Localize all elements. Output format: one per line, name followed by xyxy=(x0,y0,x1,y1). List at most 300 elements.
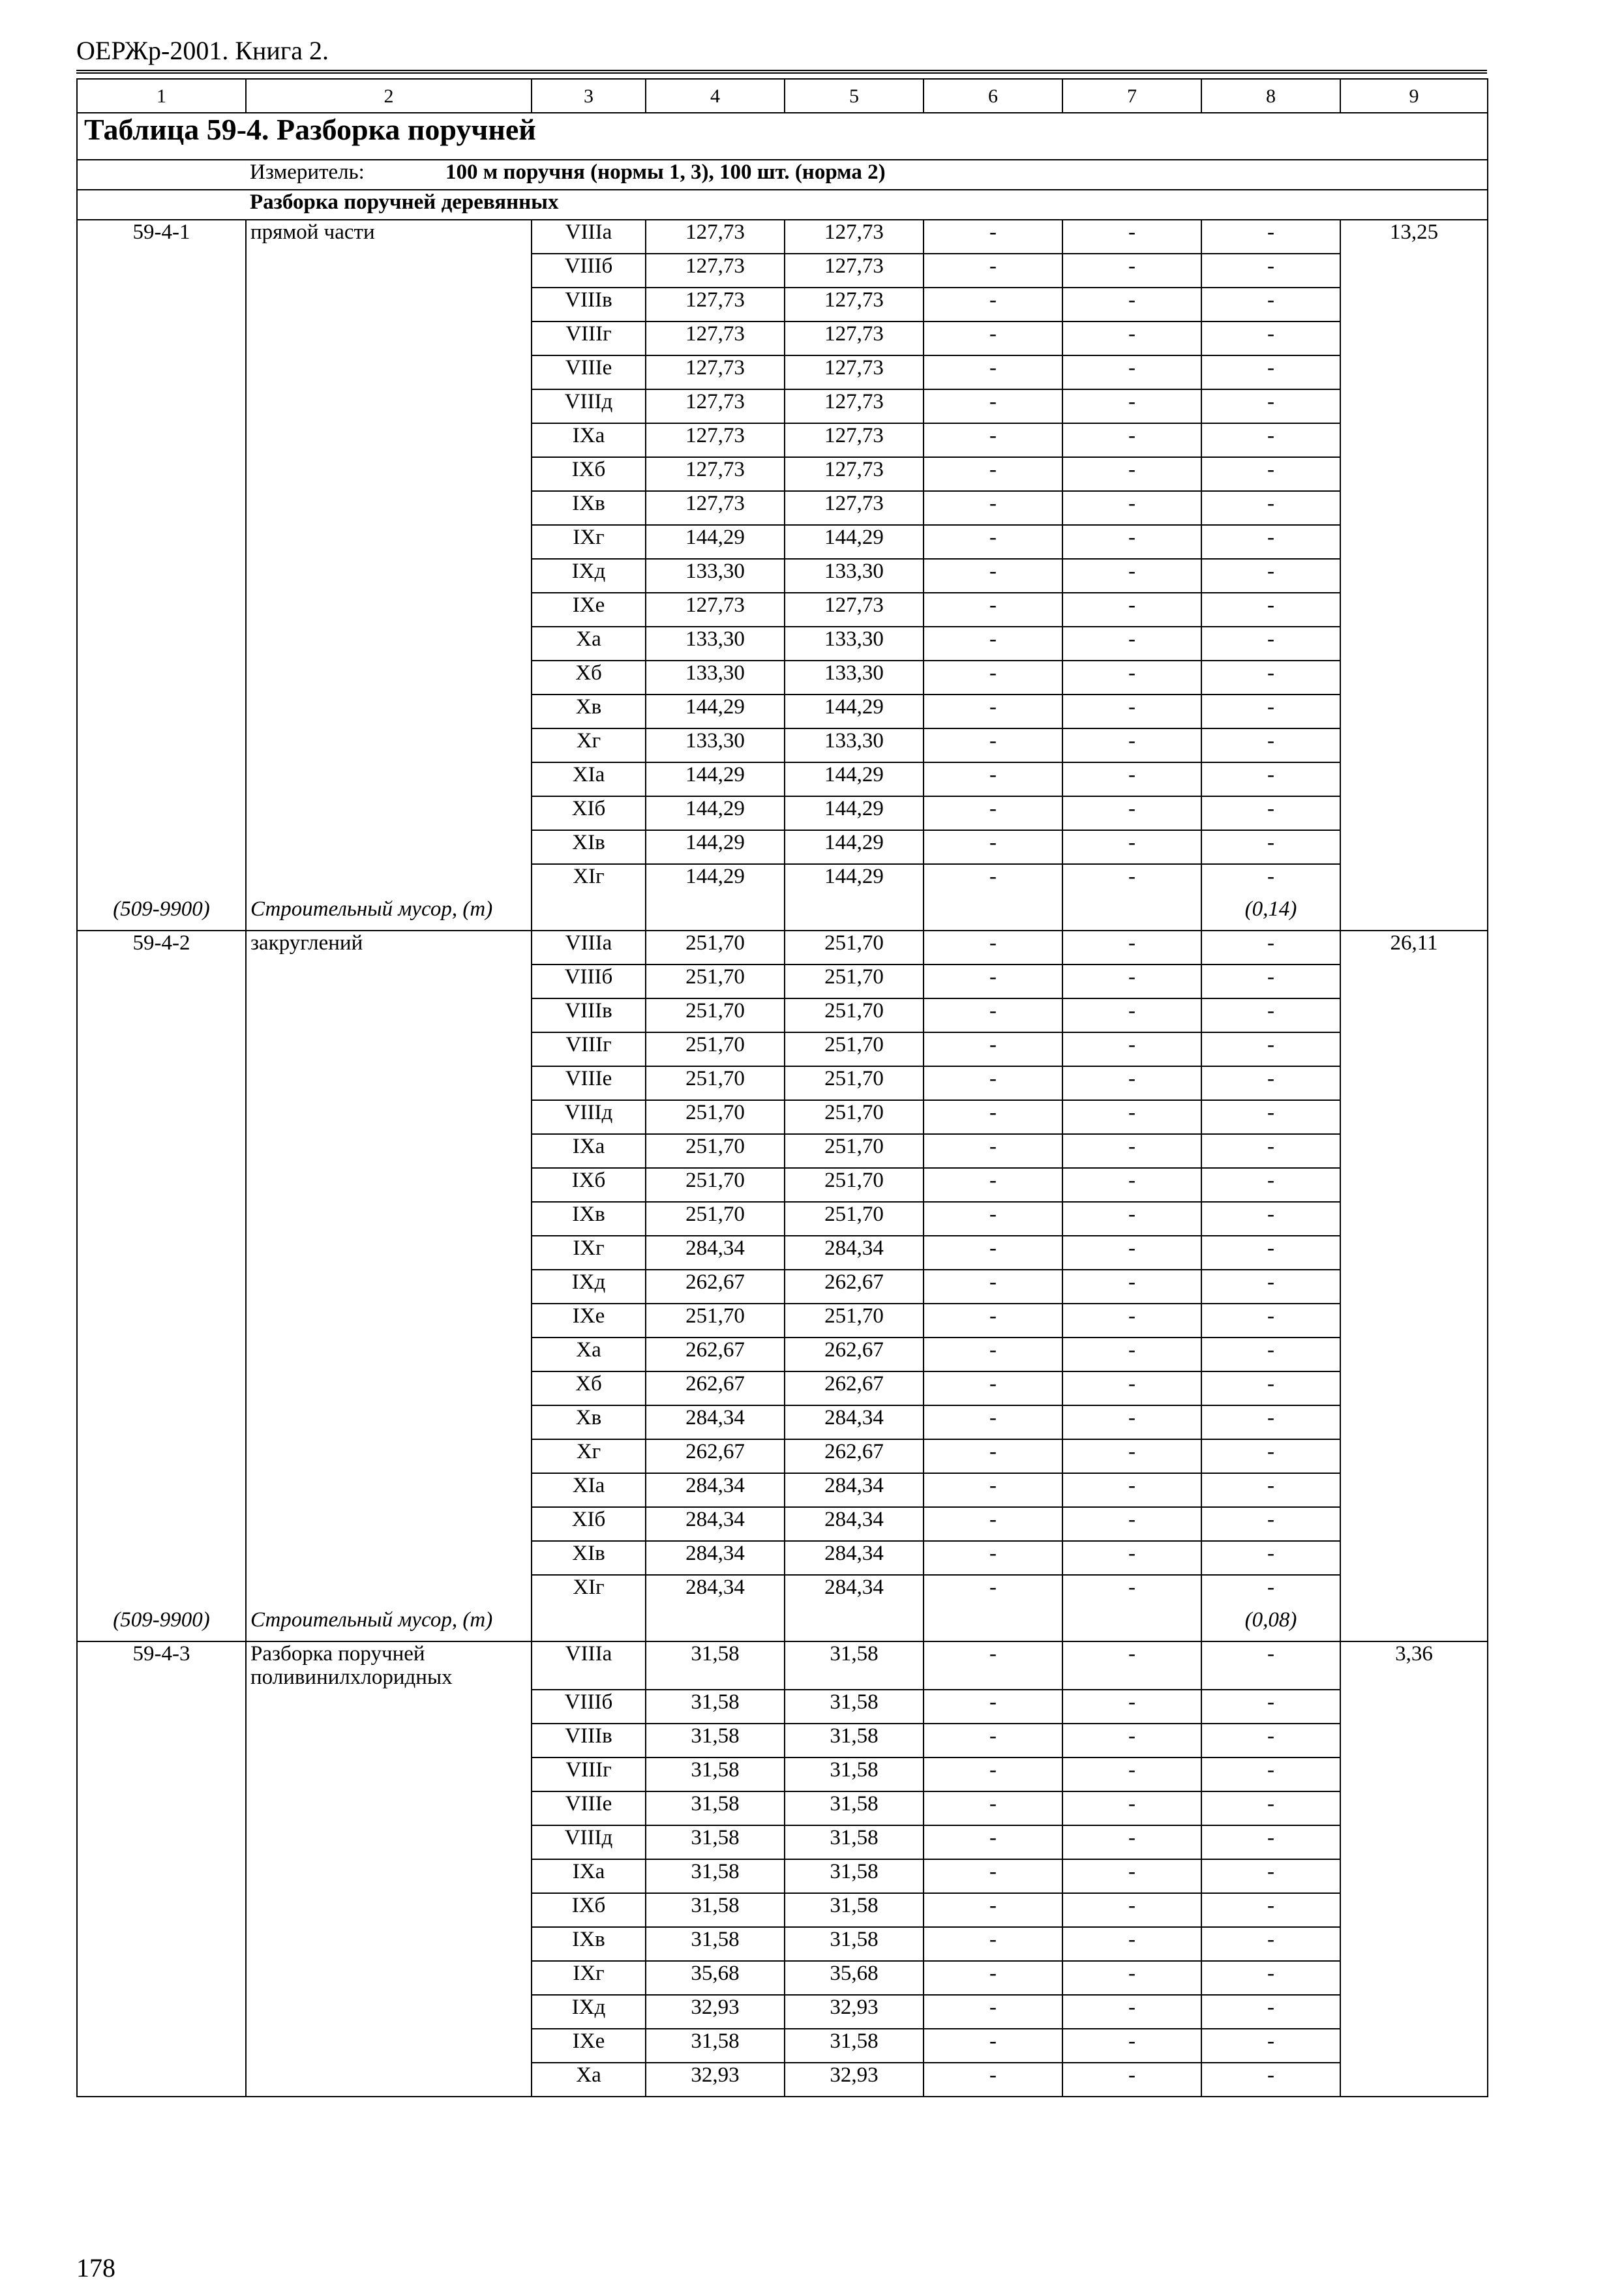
table-row xyxy=(77,1168,1488,1202)
zone-code: IXб xyxy=(532,457,646,491)
value-cell: - xyxy=(924,728,1062,762)
table-row xyxy=(77,1236,1488,1270)
total-value xyxy=(1340,2063,1488,2097)
zone-code: VIIIe xyxy=(532,1791,646,1825)
value-cell: 251,70 xyxy=(785,1066,924,1100)
value-cell: - xyxy=(924,1541,1062,1575)
norm-code xyxy=(77,1473,246,1507)
norm-name xyxy=(246,965,532,998)
value-cell: - xyxy=(1201,627,1340,661)
value-cell: - xyxy=(1201,322,1340,355)
value-cell: 127,73 xyxy=(646,491,785,525)
value-cell: - xyxy=(924,389,1062,423)
table-row xyxy=(77,2063,1488,2097)
zone-code: Xб xyxy=(532,661,646,695)
value-cell: - xyxy=(924,1893,1062,1927)
value-cell: 251,70 xyxy=(646,931,785,965)
empty-cell xyxy=(785,1608,924,1641)
value-cell: 262,67 xyxy=(785,1371,924,1405)
value-cell: - xyxy=(1201,559,1340,593)
norm-code xyxy=(77,1825,246,1859)
value-cell: 31,58 xyxy=(785,1641,924,1690)
norm-name xyxy=(246,457,532,491)
value-cell: - xyxy=(1201,1270,1340,1304)
value-cell: - xyxy=(1201,1893,1340,1927)
value-cell: - xyxy=(924,1168,1062,1202)
value-cell: - xyxy=(1201,423,1340,457)
value-cell: - xyxy=(1201,1066,1340,1100)
value-cell: - xyxy=(1201,1168,1340,1202)
meter-value: 100 м поручня (нормы 1, 3), 100 шт. (норма 2) xyxy=(445,160,886,184)
value-cell: - xyxy=(1201,1473,1340,1507)
value-cell: 251,70 xyxy=(646,998,785,1032)
zone-code: Xв xyxy=(532,695,646,728)
value-cell: 31,58 xyxy=(646,1825,785,1859)
total-value xyxy=(1340,1724,1488,1758)
table-row xyxy=(77,1100,1488,1134)
empty-cell xyxy=(646,897,785,931)
value-cell: - xyxy=(1201,389,1340,423)
value-cell: 251,70 xyxy=(785,1134,924,1168)
zone-code: IXe xyxy=(532,593,646,627)
value-cell: 127,73 xyxy=(785,491,924,525)
value-cell: - xyxy=(1062,1507,1201,1541)
norm-name xyxy=(246,1405,532,1439)
value-cell: - xyxy=(1201,1859,1340,1893)
zone-code: VIIIб xyxy=(532,254,646,288)
value-cell: 133,30 xyxy=(785,559,924,593)
document-header: ОЕРЖр-2001. Книга 2. xyxy=(76,36,329,65)
value-cell: 284,34 xyxy=(785,1507,924,1541)
zone-code: XIг xyxy=(532,1575,646,1608)
value-cell: - xyxy=(1201,864,1340,897)
value-cell: 284,34 xyxy=(646,1473,785,1507)
value-cell: - xyxy=(1201,931,1340,965)
total-value: 3,36 xyxy=(1340,1641,1488,1690)
value-cell: 31,58 xyxy=(785,1927,924,1961)
value-cell: 284,34 xyxy=(785,1405,924,1439)
value-cell: - xyxy=(1062,2029,1201,2063)
value-cell: 284,34 xyxy=(646,1236,785,1270)
column-number: 2 xyxy=(246,79,532,113)
empty-cell xyxy=(532,1608,646,1641)
value-cell: - xyxy=(1201,965,1340,998)
norm-code xyxy=(77,1270,246,1304)
value-cell: 31,58 xyxy=(785,1690,924,1724)
total-value xyxy=(1340,796,1488,830)
material-quantity: (0,14) xyxy=(1201,897,1340,931)
material-row xyxy=(77,897,1488,931)
total-value xyxy=(1340,1405,1488,1439)
value-cell: - xyxy=(1062,2063,1201,2097)
norm-name xyxy=(246,1032,532,1066)
value-cell: 31,58 xyxy=(785,1859,924,1893)
value-cell: - xyxy=(1201,457,1340,491)
value-cell: - xyxy=(924,1371,1062,1405)
page-number: 178 xyxy=(76,2253,115,2282)
value-cell: - xyxy=(1062,423,1201,457)
column-number-row xyxy=(77,79,1488,113)
value-cell: - xyxy=(1201,1791,1340,1825)
empty-cell xyxy=(646,1608,785,1641)
table-row xyxy=(77,864,1488,897)
value-cell: - xyxy=(1062,593,1201,627)
value-cell: - xyxy=(924,864,1062,897)
column-number: 9 xyxy=(1340,79,1488,113)
norm-name xyxy=(246,1473,532,1507)
total-value xyxy=(1340,998,1488,1032)
table-row xyxy=(77,389,1488,423)
value-cell: - xyxy=(924,695,1062,728)
value-cell: - xyxy=(924,220,1062,254)
value-cell: - xyxy=(1062,728,1201,762)
value-cell: - xyxy=(1062,1405,1201,1439)
value-cell: 133,30 xyxy=(646,728,785,762)
norm-name xyxy=(246,593,532,627)
norm-name xyxy=(246,1859,532,1893)
value-cell: - xyxy=(1201,830,1340,864)
norm-name xyxy=(246,1439,532,1473)
norm-name xyxy=(246,1371,532,1405)
value-cell: - xyxy=(1201,1927,1340,1961)
meter-cell xyxy=(77,160,1488,190)
value-cell: 32,93 xyxy=(785,2063,924,2097)
table-row xyxy=(77,1690,1488,1724)
norm-code xyxy=(77,1995,246,2029)
norm-name xyxy=(246,762,532,796)
empty-cell xyxy=(1340,897,1488,931)
column-number: 1 xyxy=(77,79,246,113)
empty-cell xyxy=(1340,1608,1488,1641)
table-row xyxy=(77,593,1488,627)
zone-code: IXг xyxy=(532,525,646,559)
value-cell: - xyxy=(1062,1168,1201,1202)
value-cell: 144,29 xyxy=(646,830,785,864)
value-cell: 251,70 xyxy=(646,1066,785,1100)
norm-code xyxy=(77,322,246,355)
norm-name xyxy=(246,2029,532,2063)
value-cell: - xyxy=(924,1927,1062,1961)
table-row xyxy=(77,559,1488,593)
total-value xyxy=(1340,2029,1488,2063)
value-cell: - xyxy=(1201,355,1340,389)
norm-name xyxy=(246,998,532,1032)
value-cell: - xyxy=(1062,1690,1201,1724)
total-value xyxy=(1340,1893,1488,1927)
zone-code: VIIIг xyxy=(532,1758,646,1791)
value-cell: - xyxy=(1201,1202,1340,1236)
norm-name xyxy=(246,1202,532,1236)
norm-code xyxy=(77,1724,246,1758)
zone-code: IXг xyxy=(532,1236,646,1270)
norm-name xyxy=(246,1304,532,1338)
norm-name xyxy=(246,1541,532,1575)
value-cell: 127,73 xyxy=(646,457,785,491)
total-value xyxy=(1340,423,1488,457)
value-cell: - xyxy=(924,525,1062,559)
value-cell: - xyxy=(1062,762,1201,796)
total-value xyxy=(1340,1473,1488,1507)
value-cell: 284,34 xyxy=(785,1236,924,1270)
total-value xyxy=(1340,695,1488,728)
value-cell: - xyxy=(1062,1575,1201,1608)
zone-code: VIIIa xyxy=(532,1641,646,1690)
table-row xyxy=(77,525,1488,559)
value-cell: 31,58 xyxy=(646,2029,785,2063)
value-cell: - xyxy=(1062,1371,1201,1405)
total-value xyxy=(1340,1507,1488,1541)
value-cell: - xyxy=(1201,220,1340,254)
material-row xyxy=(77,1608,1488,1641)
total-value xyxy=(1340,762,1488,796)
zone-code: IXд xyxy=(532,1995,646,2029)
value-cell: 32,93 xyxy=(646,1995,785,2029)
norm-name xyxy=(246,1893,532,1927)
value-cell: 31,58 xyxy=(646,1724,785,1758)
value-cell: - xyxy=(924,1575,1062,1608)
zone-code: VIIIв xyxy=(532,998,646,1032)
material-name: Строительный мусор, (т) xyxy=(246,1608,532,1641)
value-cell: - xyxy=(1062,1859,1201,1893)
value-cell: - xyxy=(1201,1134,1340,1168)
value-cell: - xyxy=(924,1473,1062,1507)
zone-code: VIIIa xyxy=(532,931,646,965)
value-cell: - xyxy=(1062,355,1201,389)
total-value xyxy=(1340,1791,1488,1825)
norm-name xyxy=(246,2063,532,2097)
value-cell: 127,73 xyxy=(785,220,924,254)
zone-code: XIб xyxy=(532,1507,646,1541)
value-cell: - xyxy=(1201,1439,1340,1473)
value-cell: - xyxy=(1201,1961,1340,1995)
value-cell: - xyxy=(1062,322,1201,355)
value-cell: - xyxy=(1201,661,1340,695)
value-cell: - xyxy=(924,830,1062,864)
table-row xyxy=(77,220,1488,254)
value-cell: - xyxy=(924,1405,1062,1439)
zone-code: IXa xyxy=(532,1134,646,1168)
norm-code xyxy=(77,661,246,695)
value-cell: - xyxy=(924,1202,1062,1236)
value-cell: - xyxy=(924,965,1062,998)
norm-name xyxy=(246,864,532,897)
value-cell: 127,73 xyxy=(785,423,924,457)
value-cell: - xyxy=(1062,1825,1201,1859)
value-cell: 251,70 xyxy=(785,1100,924,1134)
norm-name: прямой части xyxy=(246,220,532,254)
value-cell: 31,58 xyxy=(646,1758,785,1791)
norm-code xyxy=(77,1859,246,1893)
norm-name xyxy=(246,254,532,288)
value-cell: - xyxy=(924,1304,1062,1338)
value-cell: - xyxy=(924,1439,1062,1473)
norm-code xyxy=(77,864,246,897)
value-cell: - xyxy=(924,1270,1062,1304)
zone-code: VIIIг xyxy=(532,1032,646,1066)
total-value xyxy=(1340,1066,1488,1100)
total-value xyxy=(1340,1575,1488,1608)
value-cell: - xyxy=(1201,2063,1340,2097)
table-row xyxy=(77,355,1488,389)
value-cell: - xyxy=(1062,796,1201,830)
column-number: 4 xyxy=(646,79,785,113)
table-row xyxy=(77,1927,1488,1961)
value-cell: 31,58 xyxy=(785,1724,924,1758)
table-title-row xyxy=(77,113,1488,160)
norm-code xyxy=(77,1236,246,1270)
value-cell: - xyxy=(924,1724,1062,1758)
value-cell: - xyxy=(924,931,1062,965)
value-cell: 284,34 xyxy=(646,1405,785,1439)
value-cell: - xyxy=(924,627,1062,661)
value-cell: - xyxy=(924,1236,1062,1270)
norm-code: 59-4-2 xyxy=(77,931,246,965)
value-cell: 284,34 xyxy=(785,1575,924,1608)
table-row xyxy=(77,1995,1488,2029)
norm-code xyxy=(77,1541,246,1575)
value-cell: - xyxy=(924,998,1062,1032)
norm-code xyxy=(77,728,246,762)
table-row xyxy=(77,661,1488,695)
value-cell: - xyxy=(1062,288,1201,322)
total-value xyxy=(1340,1134,1488,1168)
norm-name xyxy=(246,796,532,830)
zone-code: VIIIб xyxy=(532,965,646,998)
value-cell: - xyxy=(924,796,1062,830)
norm-code xyxy=(77,254,246,288)
value-cell: - xyxy=(924,457,1062,491)
table-row xyxy=(77,1859,1488,1893)
table-row xyxy=(77,998,1488,1032)
value-cell: - xyxy=(1201,762,1340,796)
zone-code: IXб xyxy=(532,1893,646,1927)
table-row xyxy=(77,1134,1488,1168)
norm-code xyxy=(77,1893,246,1927)
total-value xyxy=(1340,627,1488,661)
total-value xyxy=(1340,322,1488,355)
norm-code: 59-4-3 xyxy=(77,1641,246,1690)
table-title: Таблица 59-4. Разборка поручней xyxy=(77,113,1488,160)
zone-code: IXa xyxy=(532,423,646,457)
value-cell: 31,58 xyxy=(785,2029,924,2063)
table-row xyxy=(77,1961,1488,1995)
value-cell: 251,70 xyxy=(785,1168,924,1202)
value-cell: - xyxy=(924,1066,1062,1100)
table-row xyxy=(77,288,1488,322)
table-row xyxy=(77,1541,1488,1575)
value-cell: - xyxy=(1201,695,1340,728)
value-cell: - xyxy=(1201,1758,1340,1791)
zone-code: Xб xyxy=(532,1371,646,1405)
total-value xyxy=(1340,525,1488,559)
value-cell: 251,70 xyxy=(646,1100,785,1134)
empty-cell xyxy=(1062,897,1201,931)
zone-code: VIIIв xyxy=(532,1724,646,1758)
column-number: 3 xyxy=(532,79,646,113)
material-code: (509-9900) xyxy=(77,1608,246,1641)
value-cell: - xyxy=(1062,1995,1201,2029)
norm-code xyxy=(77,1371,246,1405)
total-value xyxy=(1340,1541,1488,1575)
value-cell: - xyxy=(1201,1995,1340,2029)
norm-code xyxy=(77,2063,246,2097)
value-cell: 31,58 xyxy=(646,1641,785,1690)
norm-name xyxy=(246,1338,532,1371)
norm-name xyxy=(246,728,532,762)
value-cell: - xyxy=(1201,491,1340,525)
value-cell: - xyxy=(924,1690,1062,1724)
norm-code xyxy=(77,796,246,830)
value-cell: - xyxy=(1201,1690,1340,1724)
header-double-rule xyxy=(76,70,1487,74)
value-cell: 127,73 xyxy=(785,389,924,423)
table-row xyxy=(77,491,1488,525)
value-cell: 144,29 xyxy=(646,525,785,559)
total-value xyxy=(1340,1690,1488,1724)
table-row xyxy=(77,695,1488,728)
norm-code xyxy=(77,1927,246,1961)
value-cell: - xyxy=(1062,254,1201,288)
norm-name xyxy=(246,1134,532,1168)
norm-name xyxy=(246,559,532,593)
total-value xyxy=(1340,593,1488,627)
section-title: Разборка поручней деревянных xyxy=(77,190,1488,220)
value-cell: - xyxy=(1062,559,1201,593)
value-cell: 127,73 xyxy=(646,322,785,355)
value-cell: - xyxy=(1062,1927,1201,1961)
norm-code xyxy=(77,965,246,998)
total-value xyxy=(1340,1995,1488,2029)
value-cell: - xyxy=(1062,864,1201,897)
value-cell: 262,67 xyxy=(785,1439,924,1473)
table-row xyxy=(77,1641,1488,1690)
table-row xyxy=(77,965,1488,998)
value-cell: 144,29 xyxy=(646,796,785,830)
norm-name xyxy=(246,423,532,457)
norm-name xyxy=(246,695,532,728)
value-cell: 133,30 xyxy=(646,627,785,661)
value-cell: - xyxy=(1201,1100,1340,1134)
empty-cell xyxy=(1062,1608,1201,1641)
value-cell: 144,29 xyxy=(646,762,785,796)
zone-code: Xв xyxy=(532,1405,646,1439)
value-cell: - xyxy=(1062,1724,1201,1758)
value-cell: 144,29 xyxy=(785,796,924,830)
value-cell: 31,58 xyxy=(785,1893,924,1927)
norm-name xyxy=(246,389,532,423)
value-cell: - xyxy=(1201,1371,1340,1405)
total-value xyxy=(1340,491,1488,525)
norm-name xyxy=(246,1270,532,1304)
norm-code xyxy=(77,1066,246,1100)
norm-code xyxy=(77,627,246,661)
norm-name xyxy=(246,1690,532,1724)
total-value xyxy=(1340,1032,1488,1066)
value-cell: - xyxy=(924,2063,1062,2097)
zone-code: Xг xyxy=(532,1439,646,1473)
norm-name xyxy=(246,1995,532,2029)
value-cell: 31,58 xyxy=(646,1690,785,1724)
table-row xyxy=(77,1473,1488,1507)
value-cell: 133,30 xyxy=(785,661,924,695)
value-cell: - xyxy=(924,1032,1062,1066)
value-cell: - xyxy=(1062,931,1201,965)
zone-code: VIIIд xyxy=(532,389,646,423)
value-cell: - xyxy=(1201,593,1340,627)
value-cell: - xyxy=(1062,1791,1201,1825)
value-cell: - xyxy=(1062,389,1201,423)
norm-code xyxy=(77,525,246,559)
